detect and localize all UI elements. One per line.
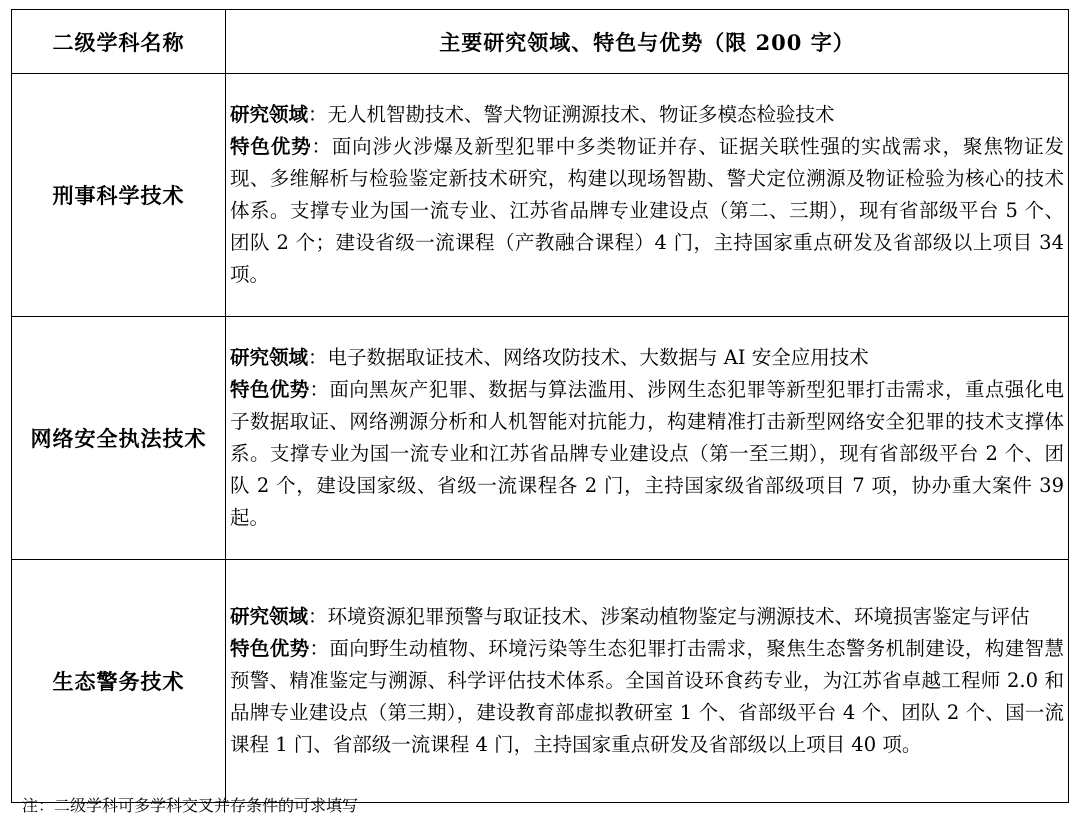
discipline-table bbox=[11, 9, 1069, 803]
table-row bbox=[12, 317, 1069, 560]
table-row bbox=[12, 560, 1069, 803]
description-cell bbox=[226, 317, 1069, 560]
research-label: 研究领域 bbox=[230, 605, 309, 628]
description-cell bbox=[226, 74, 1069, 317]
feature-label: 特色优势 bbox=[230, 378, 310, 401]
research-paragraph bbox=[230, 342, 1064, 374]
research-paragraph bbox=[230, 99, 1064, 131]
feature-text: ：面向黑灰产犯罪、数据与算法滥用、涉网生态犯罪等新型犯罪打击需求，重点强化电子数据取证、网络溯源分析和人机智能对抗能力，构建精准打击新型网络安全犯罪的技术支撑体系。支撑专业为国一流专业和江苏省品牌专业建设点（第一至三期），现有省部级平台 2 个、团队 2 个，建设国家级、省级一流课程各 2 门，主持国家级省部级项目 7 项，协办重大案件 39 起。 bbox=[230, 378, 1064, 529]
description-cell bbox=[226, 560, 1069, 803]
feature-paragraph bbox=[230, 374, 1064, 534]
table-header-row bbox=[12, 10, 1069, 74]
feature-label: 特色优势 bbox=[230, 637, 310, 660]
feature-text: ：面向野生动植物、环境污染等生态犯罪打击需求，聚焦生态警务机制建设，构建智慧预警、精准鉴定与溯源、科学评估技术体系。全国首设环食药专业，为江苏省卓越工程师 2.0 和品牌专业建设点（第三期），建设教育部虚拟教研室 1 个、省部级平台 4 个、团队 2 个、国一流课程 1 门、省部级一流课程 4 门，主持国家重点研发及省部级以上项目 40 项。 bbox=[230, 637, 1064, 756]
research-text: ：无人机智勘技术、警犬物证溯源技术、物证多模态检验技术 bbox=[308, 103, 835, 126]
research-paragraph bbox=[230, 601, 1064, 633]
subject-name-cell: 网络安全执法技术 bbox=[12, 317, 226, 560]
feature-label: 特色优势 bbox=[230, 135, 312, 158]
header-subject-name: 二级学科名称 bbox=[12, 10, 226, 74]
research-label: 研究领域 bbox=[230, 103, 309, 126]
header-research-areas: 主要研究领域、特色与优势（限 200 字） bbox=[226, 10, 1069, 74]
research-label: 研究领域 bbox=[230, 346, 309, 369]
subject-name-cell: 刑事科学技术 bbox=[12, 74, 226, 317]
footnote: 注：二级学科可多学科交叉并存条件的可求填写 bbox=[22, 796, 359, 815]
research-text: ：电子数据取证技术、网络攻防技术、大数据与 AI 安全应用技术 bbox=[308, 346, 869, 369]
feature-text: ：面向涉火涉爆及新型犯罪中多类物证并存、证据关联性强的实战需求，聚焦物证发现、多维解析与检验鉴定新技术研究，构建以现场智勘、警犬定位溯源及物证检验为核心的技术体系。支撑专业为国一流专业、江苏省品牌专业建设点（第二、三期），现有省部级平台 5 个、团队 2 个；建设省级一流课程（产教融合课程）4 门，主持国家重点研发及省部级以上项目 34 项。 bbox=[230, 135, 1064, 286]
feature-paragraph bbox=[230, 633, 1064, 761]
subject-name-cell: 生态警务技术 bbox=[12, 560, 226, 803]
research-text: ：环境资源犯罪预警与取证技术、涉案动植物鉴定与溯源技术、环境损害鉴定与评估 bbox=[308, 605, 1030, 628]
table-row bbox=[12, 74, 1069, 317]
feature-paragraph bbox=[230, 131, 1064, 291]
